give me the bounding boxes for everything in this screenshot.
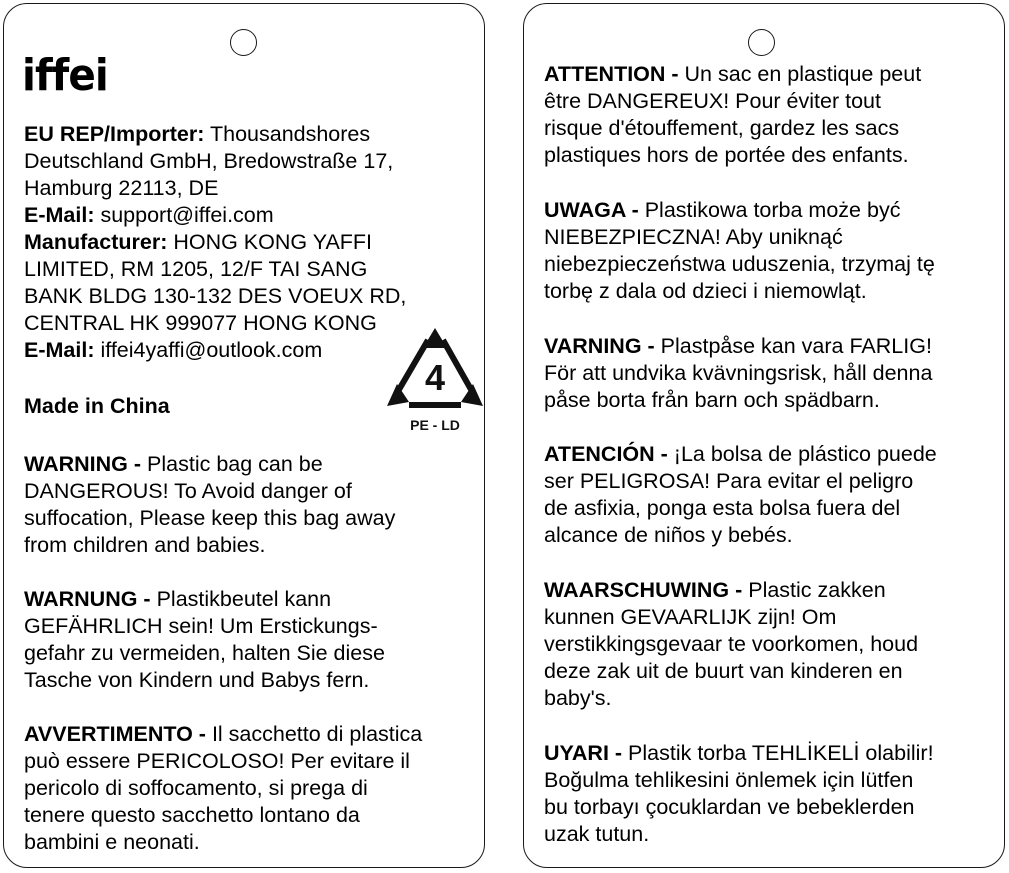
recycle-number: 4 [424, 357, 446, 398]
warning-pl [544, 197, 935, 305]
warning-line: Plastikowa torba może być [644, 198, 901, 222]
email-label: E-Mail: [24, 203, 95, 227]
warning-line: För att undvika kvävningsrisk, håll denna [544, 361, 933, 385]
warning-line: deze zak uit de buurt van kinderen en [544, 659, 903, 683]
warning-line: può essere PERICOLOSO! Per evitare il [24, 749, 410, 773]
warning-nl [544, 577, 918, 712]
warning-label: UYARI - [544, 741, 629, 765]
warning-line: gefahr zu vermeiden, halten Sie diese [24, 641, 385, 665]
warning-line: verstikkingsgevaar te voorkomen, houd [544, 632, 919, 656]
eu-rep-line: Thousandshores [204, 122, 371, 146]
hang-hole [230, 29, 257, 56]
warning-line: baby's. [544, 686, 612, 710]
manufacturer-line: HONG KONG YAFFI [167, 230, 373, 254]
warning-line: bu torbayı çocuklardan ve bebeklerden [544, 795, 915, 819]
warning-line: Plastikbeutel kann [156, 587, 332, 611]
eu-rep-line: Deutschland GmbH, Bredowstraße 17, [24, 149, 394, 173]
hang-hole [748, 29, 775, 56]
warning-line: torbę z dala od dzieci i niemowląt. [544, 279, 867, 303]
warning-line: Un sac en plastique peut [684, 62, 922, 86]
warning-sv [544, 333, 932, 414]
warning-en [24, 451, 395, 559]
warning-line: tenere questo sacchetto lontano da [24, 803, 360, 827]
recycle-code: PE - LD [410, 417, 460, 433]
warning-line: Il sacchetto di plastica [211, 722, 423, 746]
right-tag-card [523, 3, 1005, 868]
warning-line: Plastpåse kan vara FARLIG! [660, 334, 932, 358]
warning-line: plastiques hors de portée des enfants. [544, 143, 909, 167]
email-value: iffei4yaffi@outlook.com [94, 338, 323, 362]
manufacturer-label: Manufacturer: [24, 230, 168, 254]
warning-line: Plastic zakken [748, 578, 886, 602]
manufacturer-line: BANK BLDG 130-132 DES VOEUX RD, [24, 284, 407, 308]
warning-line: risque d'étouffement, gardez les sacs [544, 116, 900, 140]
warning-line: Plastik torba TEHLİKELİ olabilir! [628, 741, 934, 765]
warning-line: niebezpieczeństwa uduszenia, trzymaj tę [544, 252, 935, 276]
warning-line: GEFÄHRLICH sein! Um Erstickungs- [24, 614, 378, 638]
email-label: E-Mail: [24, 338, 95, 362]
eu-rep-block [24, 121, 406, 364]
email-value: support@iffei.com [94, 203, 274, 227]
warning-label: ATTENTION - [544, 62, 685, 86]
warning-line: NIEBEZPIECZNA! Aby uniknąć [544, 225, 843, 249]
manufacturer-line: LIMITED, RM 1205, 12/F TAI SANG [24, 257, 368, 281]
eu-rep-line: Hamburg 22113, DE [24, 176, 219, 200]
warning-label: ATENCIÓN - [544, 442, 674, 466]
warning-line: suffocation, Please keep this bag away [24, 506, 396, 530]
warning-line: DANGEROUS! To Avoid danger of [24, 479, 352, 503]
warning-line: Plastic bag can be [147, 452, 323, 476]
brand-logo: iffei [22, 50, 108, 101]
warning-line: kunnen GEVAARLIJK zijn! Om [544, 605, 837, 629]
warning-line: être DANGEREUX! Pour éviter tout [544, 89, 881, 113]
left-tag-card [3, 3, 485, 868]
warning-line: pericolo di soffocamento, si prega di [24, 776, 368, 800]
manufacturer-line: CENTRAL HK 999077 HONG KONG [24, 311, 377, 335]
warning-line: Tasche von Kindern und Babys fern. [24, 668, 370, 692]
warning-label: AVVERTIMENTO - [24, 722, 212, 746]
warning-es [544, 441, 937, 549]
warning-de [24, 586, 385, 694]
made-in-label: Made in China [24, 394, 170, 418]
warning-line: alcance de niños y bebés. [544, 523, 793, 547]
recycling-code-icon [387, 326, 483, 436]
warning-fr [544, 61, 921, 169]
warning-line: uzak tutun. [544, 822, 650, 846]
made-in-block [24, 393, 170, 420]
warning-line: Boğulma tehlikesini önlemek için lütfen [544, 768, 914, 792]
warning-label: VARNING - [544, 334, 661, 358]
warning-line: påse borta från barn och spädbarn. [544, 388, 880, 412]
warning-label: UWAGA - [544, 198, 645, 222]
warning-label: WARNING - [24, 452, 148, 476]
warning-label: WARNUNG - [24, 587, 157, 611]
warning-line: de asfixia, ponga esta bolsa fuera del [544, 496, 901, 520]
warning-line: bambini e neonati. [24, 830, 200, 854]
warning-line: from children and babies. [24, 533, 266, 557]
warning-line: ¡La bolsa de plástico puede [673, 442, 937, 466]
warning-line: ser PELIGROSA! Para evitar el peligro [544, 469, 914, 493]
eu-rep-label: EU REP/Importer: [24, 122, 205, 146]
warning-label: WAARSCHUWING - [544, 578, 749, 602]
warning-tr [544, 740, 934, 848]
warning-it [24, 721, 422, 856]
